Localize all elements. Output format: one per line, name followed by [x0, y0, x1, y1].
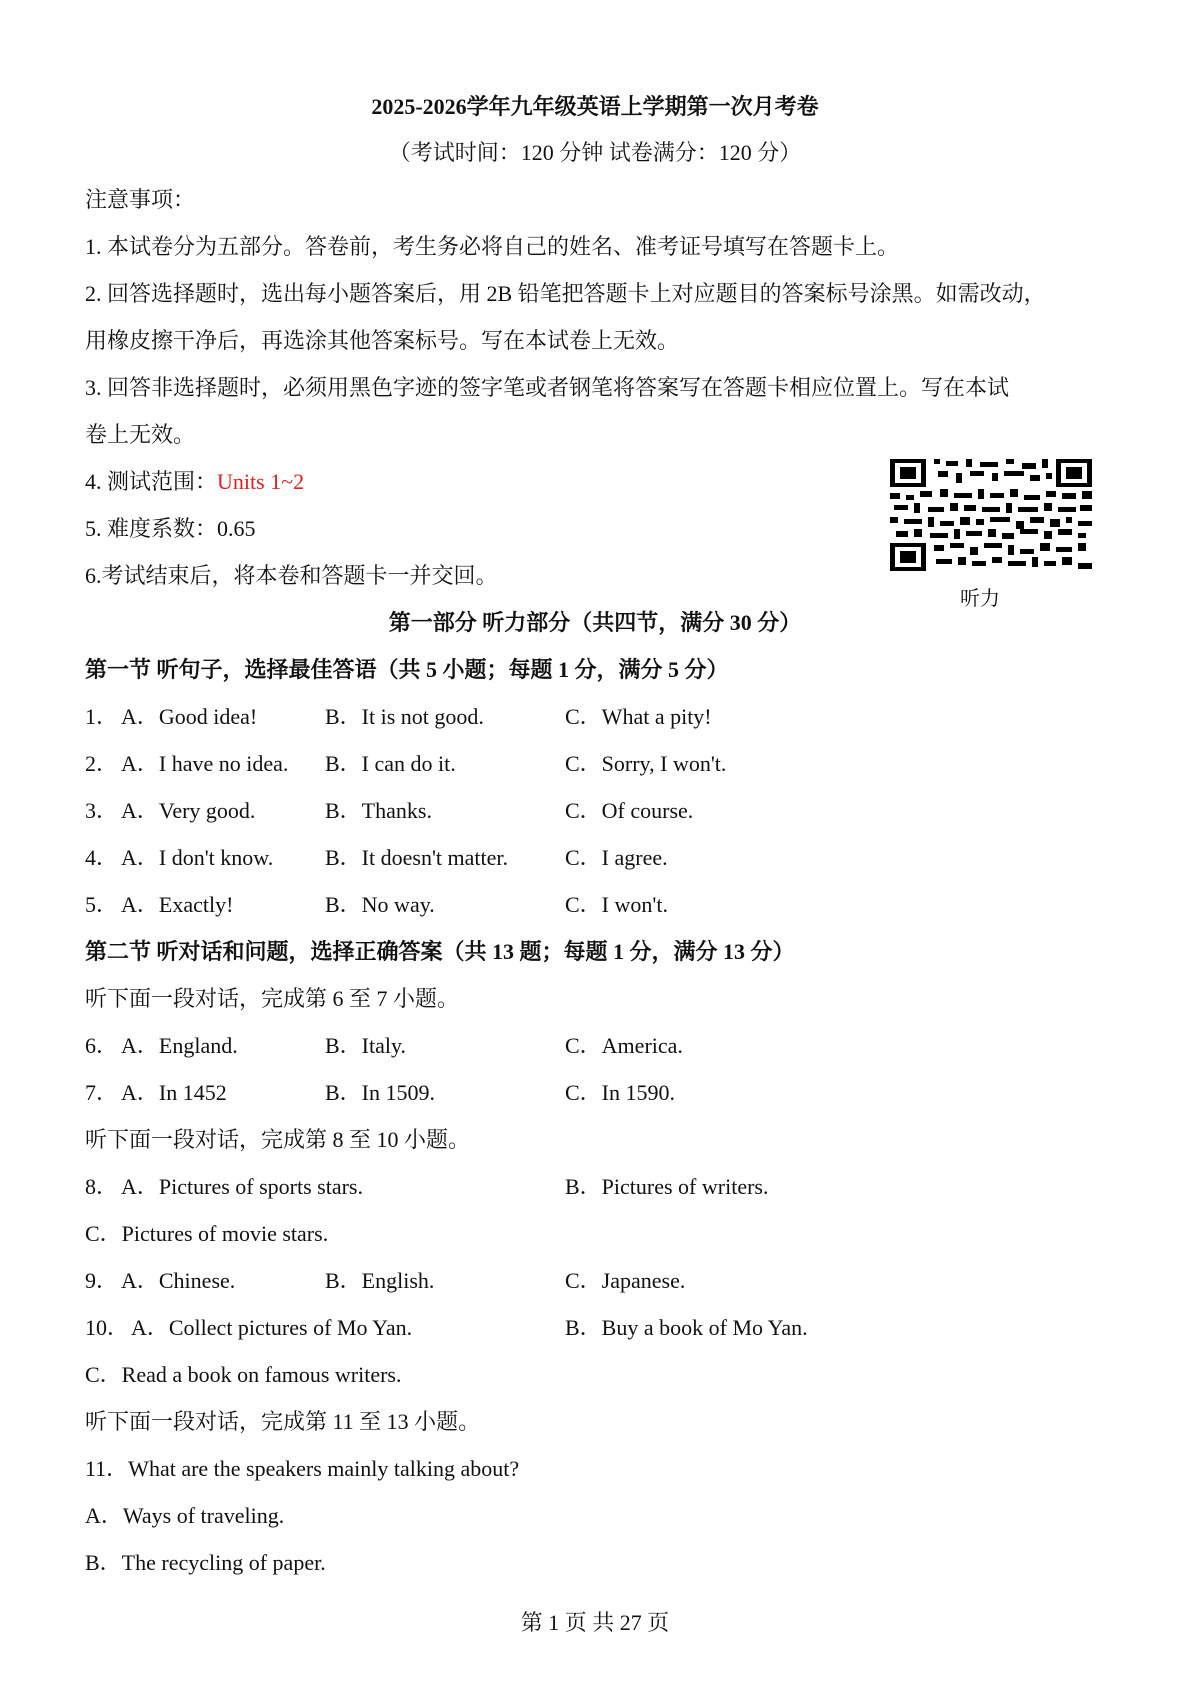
- question-number: 5．: [85, 892, 119, 917]
- qr-label: 听力: [960, 586, 1000, 610]
- option-b: B．Italy.: [325, 1033, 407, 1058]
- option-a: A．Very good.: [121, 798, 256, 823]
- section1-heading: 第一节 听句子，选择最佳答语（共 5 小题；每题 1 分，满分 5 分）: [85, 657, 729, 682]
- section2-heading: 第二节 听对话和问题，选择正确答案（共 13 题；每题 1 分，满分 13 分）: [85, 939, 795, 964]
- option-b: B．It doesn't matter.: [325, 845, 508, 870]
- option-a: A．Exactly!: [121, 892, 234, 917]
- question-number: 10．: [85, 1315, 130, 1340]
- dialogue-intro-1: 听下面一段对话，完成第 6 至 7 小题。: [85, 986, 460, 1011]
- dialogue-intro-3: 听下面一段对话，完成第 11 至 13 小题。: [85, 1409, 481, 1434]
- option-b: B．Buy a book of Mo Yan.: [565, 1315, 808, 1340]
- question-8-option-c: C．Pictures of movie stars.: [85, 1221, 329, 1246]
- note-2b: 用橡皮擦干净后，再选涂其他答案标号。写在本试卷上无效。: [85, 328, 680, 353]
- question-10-option-c: C．Read a book on famous writers.: [85, 1362, 402, 1387]
- note-3b: 卷上无效。: [85, 422, 196, 447]
- question-number: 1．: [85, 704, 119, 729]
- option-c: C．I won't.: [565, 892, 668, 917]
- page-title: 2025-2026学年九年级英语上学期第一次月考卷: [371, 94, 819, 119]
- notes-heading: 注意事项：: [85, 187, 196, 212]
- option-b: B．Thanks.: [325, 798, 432, 823]
- option-a: A．England.: [121, 1033, 238, 1058]
- option-c: C．What a pity!: [565, 704, 712, 729]
- question-number: 4．: [85, 845, 119, 870]
- note-6: 6.考试结束后，将本卷和答题卡一并交回。: [85, 563, 498, 588]
- option-a: A．Collect pictures of Mo Yan.: [131, 1315, 413, 1340]
- page-footer: 第 1 页 共 27 页: [520, 1610, 670, 1635]
- question-11-stem: 11．What are the speakers mainly talking about?: [85, 1456, 520, 1481]
- question-number: 7．: [85, 1080, 119, 1105]
- option-a: A．Good idea!: [121, 704, 258, 729]
- option-a: A．I have no idea.: [121, 751, 289, 776]
- note-4-label: 4. 测试范围：: [85, 469, 218, 494]
- note-2a: 2. 回答选择题时，选出每小题答案后，用 2B 铅笔把答题卡上对应题目的答案标号涂黑。如需改动，: [85, 281, 1046, 306]
- note-1: 1. 本试卷分为五部分。答卷前，考生务必将自己的姓名、准考证号填写在答题卡上。: [85, 234, 900, 259]
- option-b: B．I can do it.: [325, 751, 456, 776]
- note-4: [85, 467, 304, 497]
- exam-info: （考试时间：120 分钟 试卷满分：120 分）: [388, 140, 802, 165]
- option-b: B．English.: [325, 1268, 435, 1293]
- option-b: B．Pictures of writers.: [565, 1174, 769, 1199]
- option-b: B．It is not good.: [325, 704, 484, 729]
- qr-code-icon[interactable]: [890, 459, 1092, 571]
- option-c: C．I agree.: [565, 845, 668, 870]
- option-c: C．Japanese.: [565, 1268, 686, 1293]
- option-b: B．No way.: [325, 892, 435, 917]
- test-scope: Units 1~2: [217, 469, 305, 494]
- question-number: 3．: [85, 798, 119, 823]
- option-c: C．America.: [565, 1033, 683, 1058]
- note-5: 5. 难度系数：0.65: [85, 516, 256, 541]
- option-a: A．In 1452: [121, 1080, 227, 1105]
- question-number: 6．: [85, 1033, 119, 1058]
- option-c: C．In 1590.: [565, 1080, 676, 1105]
- question-11-option-a: A．Ways of traveling.: [85, 1503, 285, 1528]
- option-c: C．Of course.: [565, 798, 694, 823]
- part1-title: 第一部分 听力部分（共四节，满分 30 分）: [388, 610, 802, 635]
- option-a: A．Chinese.: [121, 1268, 236, 1293]
- option-a: A．Pictures of sports stars.: [121, 1174, 363, 1199]
- question-number: 2．: [85, 751, 119, 776]
- option-c: C．Sorry, I won't.: [565, 751, 727, 776]
- dialogue-intro-2: 听下面一段对话，完成第 8 至 10 小题。: [85, 1127, 471, 1152]
- question-number: 9．: [85, 1268, 119, 1293]
- question-11-option-b: B．The recycling of paper.: [85, 1550, 326, 1575]
- option-b: B．In 1509.: [325, 1080, 436, 1105]
- note-3a: 3. 回答非选择题时，必须用黑色字迹的签字笔或者钢笔将答案写在答题卡相应位置上。写在本试: [85, 375, 1010, 400]
- question-number: 8．: [85, 1174, 119, 1199]
- option-a: A．I don't know.: [121, 845, 274, 870]
